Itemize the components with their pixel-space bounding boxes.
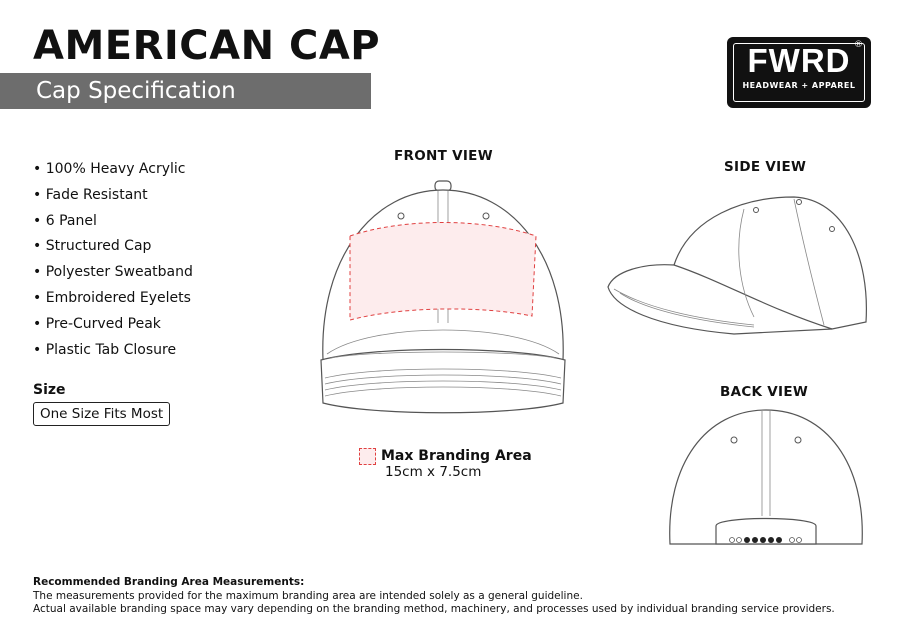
feature-item: • 6 Panel [33,209,193,235]
feature-item: • Embroidered Eyelets [33,286,193,312]
back-view-cap-drawing [666,404,866,554]
feature-item: • Plastic Tab Closure [33,338,193,364]
footnote-heading: Recommended Branding Area Measurements: [33,576,305,588]
branding-area-dimensions: 15cm x 7.5cm [385,464,482,480]
side-view-cap-drawing [604,187,874,357]
footnote-line-1: The measurements provided for the maximum branding area are intended solely as a general guideline. [33,589,583,602]
feature-item: • 100% Heavy Acrylic [33,157,193,183]
subtitle-bar [0,73,371,109]
logo-brand: FWRD [747,42,851,79]
registered-mark: ® [854,40,863,50]
branding-area-legend-swatch [359,448,376,465]
feature-item: • Polyester Sweatband [33,260,193,286]
page-title: AMERICAN CAP [33,23,381,69]
fwrd-logo [727,37,871,108]
branding-footnote [33,576,835,617]
feature-item: • Pre-Curved Peak [33,312,193,338]
front-branding-area [350,223,536,321]
feature-item: • Structured Cap [33,234,193,260]
page-subtitle: Cap Specification [36,78,236,104]
side-view-label: SIDE VIEW [724,159,807,175]
back-view-label: BACK VIEW [720,384,809,400]
front-view-cap-drawing [313,178,573,418]
feature-list [33,157,193,363]
logo-tagline: HEADWEAR + APPAREL [742,81,856,90]
size-label: Size [33,382,66,398]
footnote-line-2: Actual available branding space may vary depending on the branding method, machinery, and processes used by individual branding service providers. [33,603,835,615]
front-view-label: FRONT VIEW [394,148,493,164]
branding-area-legend-title: Max Branding Area [381,448,532,464]
feature-item: • Fade Resistant [33,183,193,209]
size-value-badge: One Size Fits Most [33,402,170,426]
